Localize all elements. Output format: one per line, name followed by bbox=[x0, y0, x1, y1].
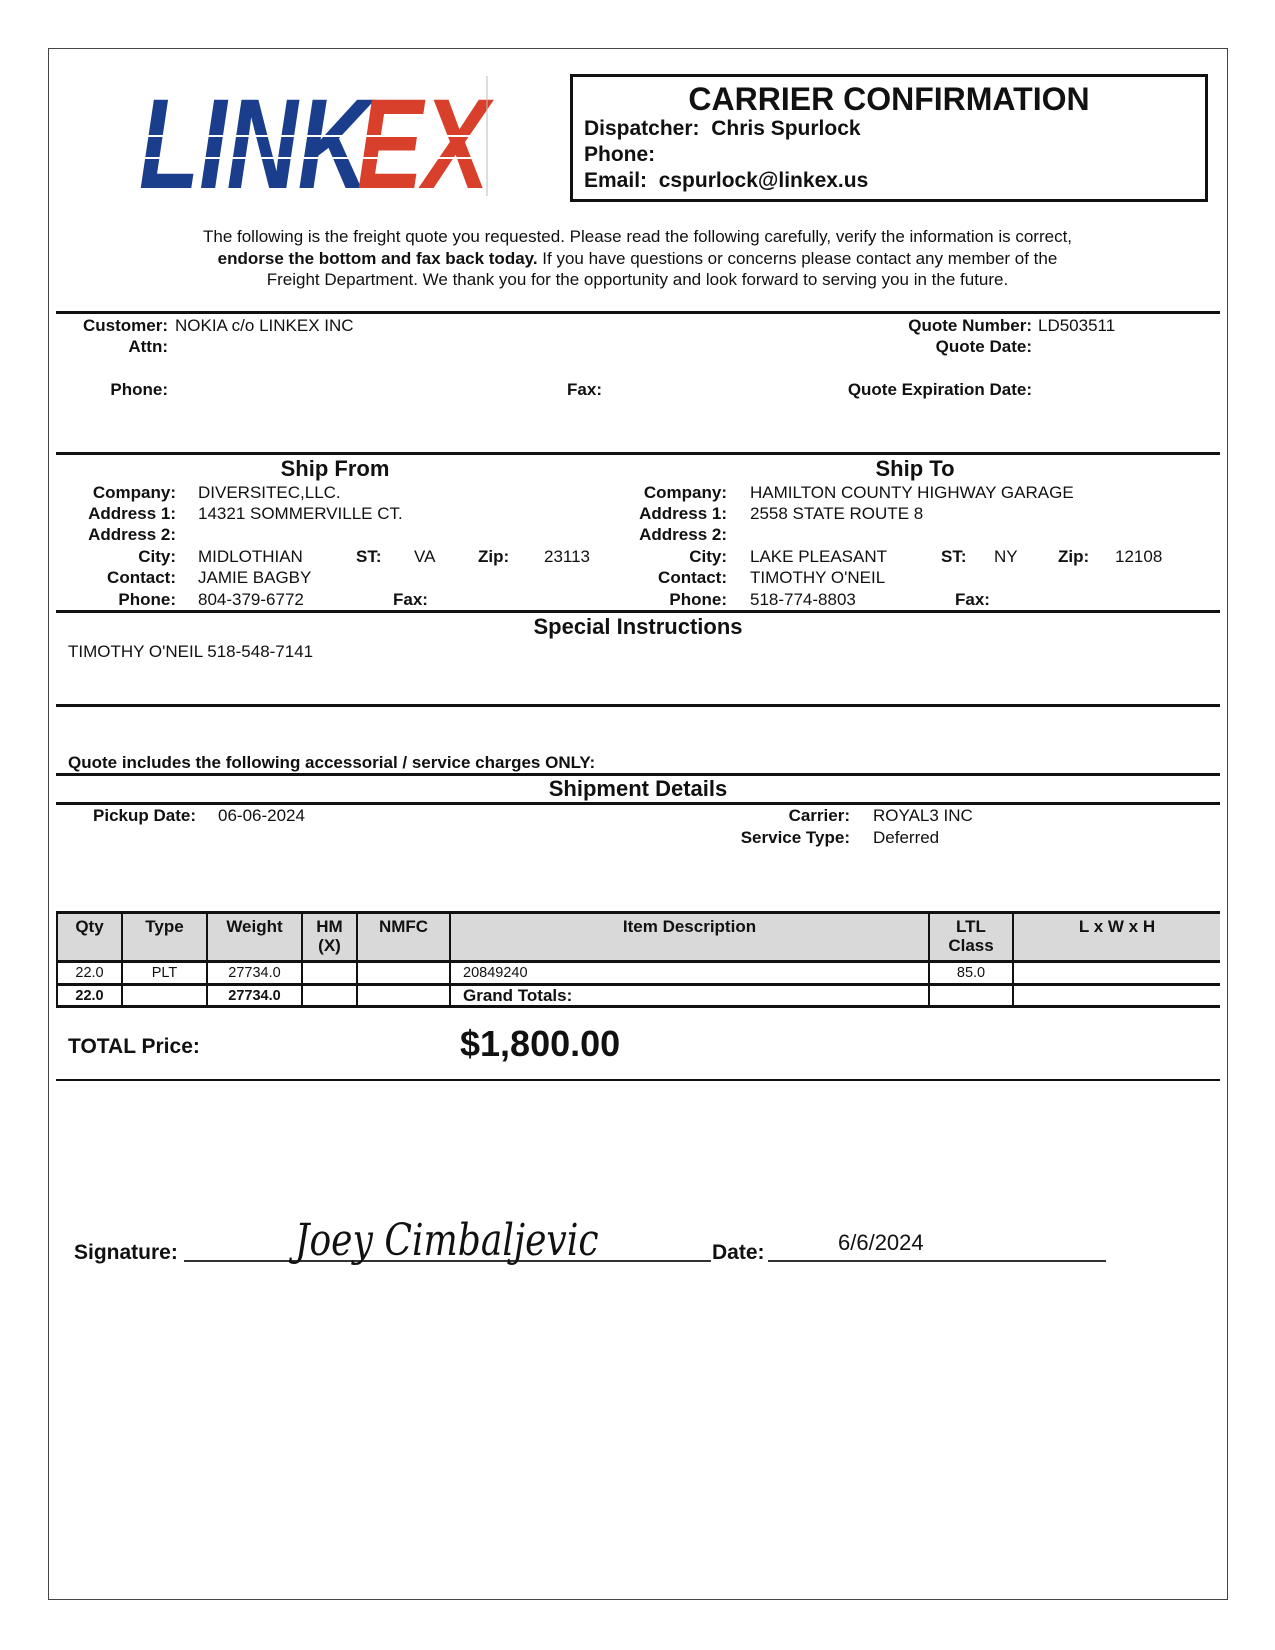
quote-expiration-label: Quote Expiration Date: bbox=[847, 380, 1032, 399]
carrier-name: ROYAL3 INC bbox=[873, 806, 973, 825]
logo-ex-text: EX bbox=[357, 76, 495, 196]
total-qty: 22.0 bbox=[56, 986, 121, 1005]
customer-value: NOKIA c/o LINKEX INC bbox=[175, 316, 354, 335]
ship-from-heading: Ship From bbox=[280, 456, 390, 481]
col-ltl-line2: Class bbox=[948, 936, 994, 955]
ship-to-address2-label: Address 2: bbox=[639, 525, 727, 544]
accessorial-note: Quote includes the following accessorial / service charges ONLY: bbox=[68, 753, 596, 772]
ship-from-phone: 804-379-6772 bbox=[198, 590, 304, 609]
intro-line-3: Freight Department. We thank you for the opportunity and look forward to serving you in the future. bbox=[266, 270, 1009, 289]
page-title: CARRIER CONFIRMATION bbox=[688, 81, 1090, 117]
service-type-label: Service Type: bbox=[740, 828, 850, 847]
total-type-empty bbox=[121, 986, 206, 1005]
ship-to-zip: 12108 bbox=[1115, 547, 1163, 566]
date-label: Date: bbox=[712, 1241, 765, 1264]
ship-from-city-label: City: bbox=[138, 547, 176, 566]
quote-number-label: Quote Number: bbox=[908, 316, 1032, 335]
col-hm-line1: HM bbox=[316, 917, 343, 936]
intro-line-2-rest: If you have questions or concerns please contact any member of the bbox=[537, 248, 1058, 268]
ship-to-contact: TIMOTHY O'NEIL bbox=[750, 568, 886, 587]
intro-line-1: The following is the freight quote you requested. Please read the following carefully, verify the information is correct, bbox=[202, 227, 1073, 246]
ship-from-company: DIVERSITEC,LLC. bbox=[198, 483, 341, 502]
ship-from-st: VA bbox=[414, 547, 436, 566]
total-weight: 27734.0 bbox=[206, 986, 301, 1005]
customer-phone-label: Phone: bbox=[110, 380, 168, 399]
ship-from-address1: 14321 SOMMERVILLE CT. bbox=[198, 504, 403, 523]
divider bbox=[56, 802, 1220, 805]
intro-bold: endorse the bottom and fax back today. bbox=[217, 248, 538, 268]
dispatcher-name: Chris Spurlock bbox=[711, 117, 861, 140]
customer-fax-label: Fax: bbox=[567, 380, 602, 399]
ship-to-heading: Ship To bbox=[875, 456, 955, 481]
ship-to-address1-label: Address 1: bbox=[639, 504, 727, 523]
ship-from-fax-label: Fax: bbox=[393, 590, 428, 609]
total-ltl-empty bbox=[928, 986, 1012, 1005]
ship-to-city-label: City: bbox=[689, 547, 727, 566]
row-nmfc bbox=[356, 963, 449, 983]
date-line bbox=[768, 1260, 1106, 1262]
total-price-label: TOTAL Price: bbox=[68, 1035, 200, 1058]
row-dims bbox=[1012, 963, 1220, 983]
col-qty: Qty bbox=[56, 914, 121, 960]
row-type: PLT bbox=[121, 963, 206, 983]
dispatcher-line bbox=[584, 117, 861, 141]
total-nmfc-empty bbox=[356, 986, 449, 1005]
col-type: Type bbox=[121, 914, 206, 960]
ship-from-address1-label: Address 1: bbox=[88, 504, 176, 523]
ship-from-zip-label: Zip: bbox=[478, 547, 510, 566]
intro-paragraph bbox=[60, 226, 1215, 291]
dispatcher-email: cspurlock@linkex.us bbox=[658, 169, 869, 192]
pickup-date-label: Pickup Date: bbox=[93, 806, 196, 825]
special-instructions-text: TIMOTHY O'NEIL 518-548-7141 bbox=[68, 642, 314, 661]
special-instructions-heading: Special Instructions bbox=[533, 614, 743, 639]
dispatcher-phone-line bbox=[584, 143, 655, 167]
ship-from-st-label: ST: bbox=[356, 547, 382, 566]
dispatcher-email-line bbox=[584, 169, 868, 193]
row-qty: 22.0 bbox=[56, 963, 121, 983]
ship-to-st: NY bbox=[994, 547, 1018, 566]
ship-to-phone: 518-774-8803 bbox=[750, 590, 856, 609]
row-hm bbox=[301, 963, 356, 983]
col-hm bbox=[301, 914, 356, 960]
freight-table bbox=[56, 911, 1220, 1007]
total-price-value: $1,800.00 bbox=[460, 1023, 621, 1064]
divider bbox=[56, 452, 1220, 455]
intro-line-2 bbox=[60, 248, 1215, 270]
carrier-label: Carrier: bbox=[788, 806, 850, 825]
row-description: 20849240 bbox=[449, 963, 928, 983]
col-weight: Weight bbox=[206, 914, 301, 960]
dispatcher-email-label: Email: bbox=[584, 169, 648, 192]
divider bbox=[56, 1079, 1220, 1081]
col-dims: L x W x H bbox=[1012, 914, 1220, 960]
row-weight: 27734.0 bbox=[206, 963, 301, 983]
ship-to-company: HAMILTON COUNTY HIGHWAY GARAGE bbox=[750, 483, 1074, 502]
row-ltl-class: 85.0 bbox=[928, 963, 1012, 983]
attn-label: Attn: bbox=[128, 337, 168, 356]
col-ltl-line1: LTL bbox=[956, 917, 986, 936]
col-nmfc: NMFC bbox=[356, 914, 449, 960]
col-hm-line2: (X) bbox=[318, 936, 341, 955]
divider bbox=[56, 610, 1220, 613]
total-hm-empty bbox=[301, 986, 356, 1005]
col-ltl-class bbox=[928, 914, 1012, 960]
quote-date-label: Quote Date: bbox=[935, 337, 1032, 356]
customer-label: Customer: bbox=[82, 316, 168, 335]
signature-date: 6/6/2024 bbox=[838, 1230, 924, 1255]
grand-totals-label: Grand Totals: bbox=[449, 986, 928, 1005]
ship-from-zip: 23113 bbox=[544, 547, 591, 566]
ship-to-city: LAKE PLEASANT bbox=[750, 547, 888, 566]
logo-link-text: LINK bbox=[139, 76, 376, 196]
signature-label: Signature: bbox=[74, 1241, 178, 1264]
ship-from-city: MIDLOTHIAN bbox=[198, 547, 303, 566]
ship-from-company-label: Company: bbox=[92, 483, 176, 502]
ship-to-phone-label: Phone: bbox=[669, 590, 727, 609]
ship-to-zip-label: Zip: bbox=[1058, 547, 1090, 566]
quote-number: LD503511 bbox=[1038, 316, 1116, 335]
ship-from-address2-label: Address 2: bbox=[88, 525, 176, 544]
service-type: Deferred bbox=[873, 828, 940, 847]
ship-from-phone-label: Phone: bbox=[118, 590, 176, 609]
total-dims-empty bbox=[1012, 986, 1220, 1005]
carrier-confirmation-box bbox=[570, 74, 1208, 202]
pickup-date: 06-06-2024 bbox=[218, 806, 305, 825]
ship-to-address1: 2558 STATE ROUTE 8 bbox=[750, 504, 924, 523]
linkex-logo bbox=[135, 76, 495, 196]
dispatcher-label: Dispatcher: bbox=[584, 117, 700, 140]
col-item-description: Item Description bbox=[449, 914, 928, 960]
dispatcher-phone-label: Phone: bbox=[584, 143, 656, 166]
ship-from-contact-label: Contact: bbox=[107, 568, 176, 587]
ship-from-contact: JAMIE BAGBY bbox=[198, 568, 312, 587]
ship-to-contact-label: Contact: bbox=[658, 568, 727, 587]
handwritten-signature: Joey Cimbaljevic bbox=[295, 1215, 599, 1266]
divider bbox=[56, 704, 1220, 707]
divider bbox=[56, 311, 1220, 314]
ship-to-company-label: Company: bbox=[643, 483, 727, 502]
ship-to-st-label: ST: bbox=[941, 547, 967, 566]
ship-to-fax-label: Fax: bbox=[955, 590, 990, 609]
shipment-details-heading: Shipment Details bbox=[548, 776, 728, 801]
